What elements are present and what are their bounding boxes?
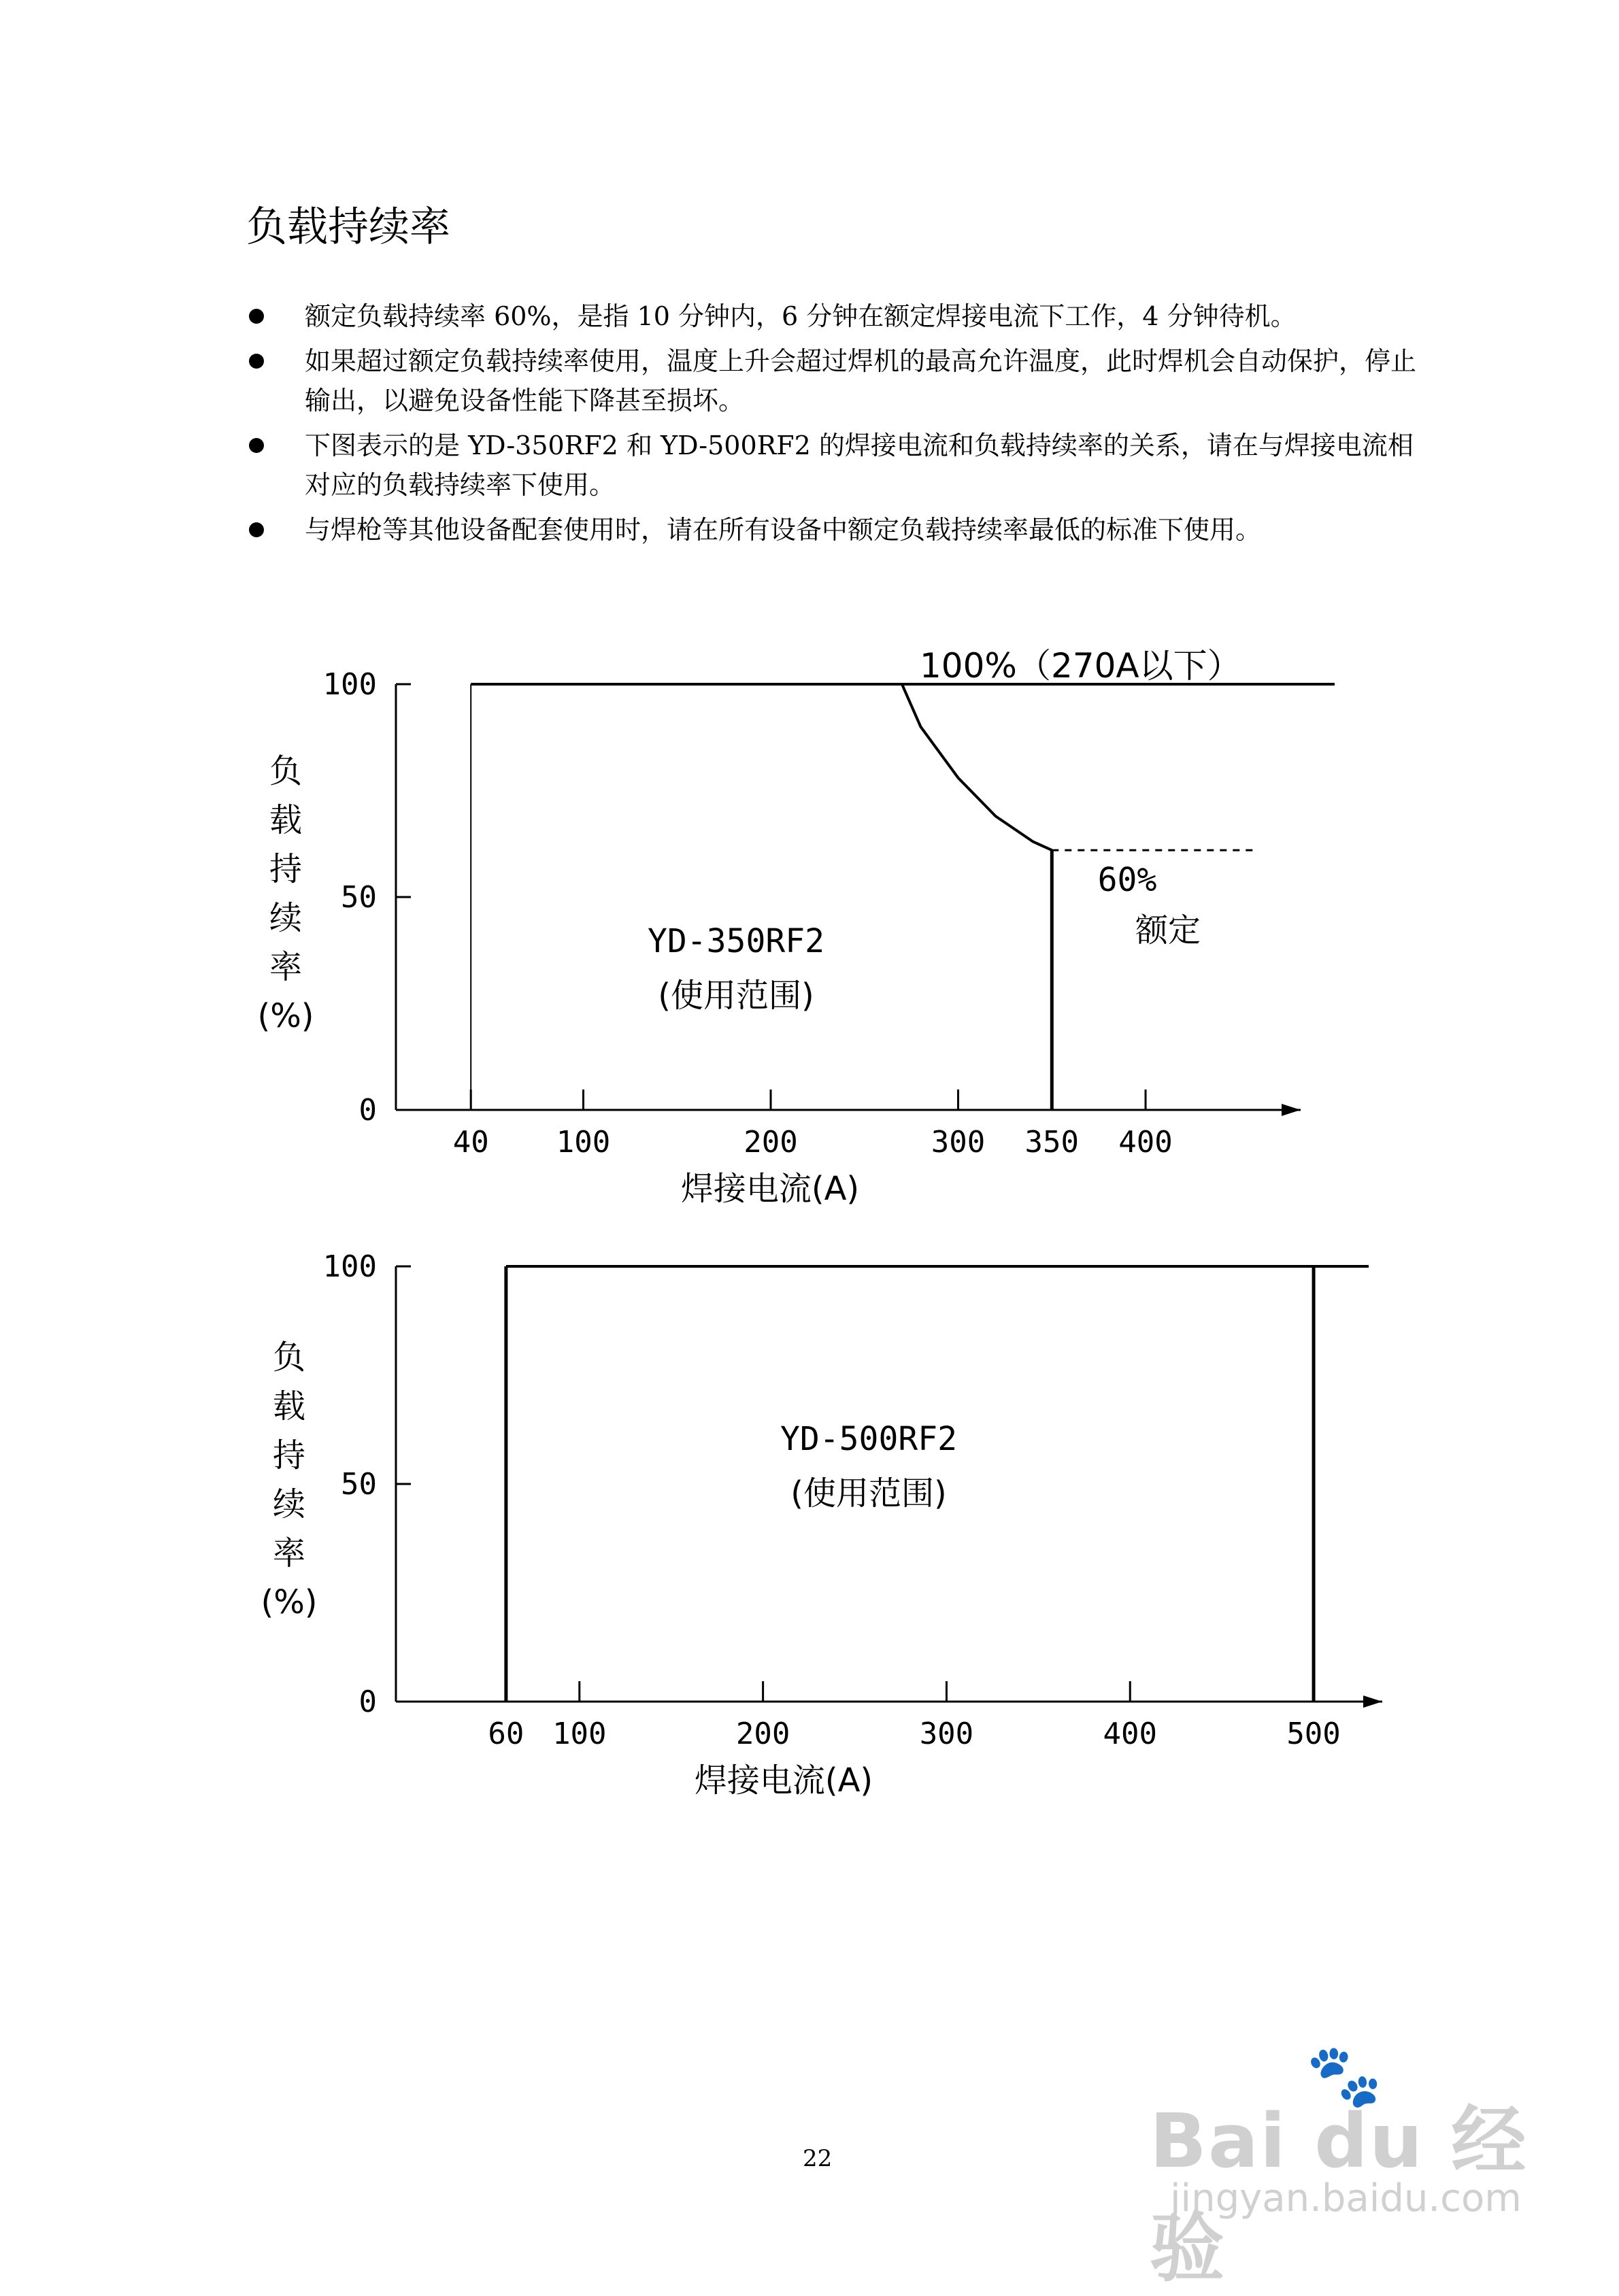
- x-tick-label: 400: [1103, 1717, 1157, 1751]
- y-tick-label: 100: [322, 667, 377, 702]
- x-tick-label: 40: [452, 1125, 489, 1160]
- x-tick-label: 60: [488, 1717, 524, 1751]
- y-axis-label-char: 持: [272, 1436, 306, 1474]
- y-tick-label: 50: [341, 1467, 377, 1502]
- top-annotation: 100%（270A以下）: [920, 646, 1241, 686]
- y-tick-label: 0: [358, 1093, 377, 1128]
- x-tick-label: 200: [744, 1125, 798, 1160]
- y-axis-label-char: 续: [272, 1485, 306, 1523]
- y-axis-label-char: 续: [269, 899, 303, 937]
- x-axis-label: 焊接电流(A): [694, 1761, 873, 1800]
- x-tick-label: 300: [919, 1717, 974, 1751]
- y-tick-label: 100: [322, 1249, 377, 1284]
- page-title: 负载持续率: [246, 203, 450, 251]
- bullet-text: 额定负载持续率 60%，是指 10 分钟内，6 分钟在额定焊接电流下工作，4 分钟待机。: [305, 301, 1297, 331]
- y-axis-label-char: 载: [269, 801, 303, 839]
- x-tick-label: 100: [552, 1717, 607, 1751]
- y-axis-label-char: 负: [272, 1338, 306, 1377]
- y-tick-label: 50: [341, 880, 377, 915]
- bullet-text: 下图表示的是 YD-350RF2 和 YD-500RF2 的焊接电流和负载持续率的关系，请在与焊接电流相对应的负载持续率下使用。: [305, 430, 1414, 500]
- x-tick-label: 350: [1024, 1125, 1080, 1160]
- rated-value-annotation: 60%: [1097, 861, 1157, 899]
- region-sublabel: (使用范围): [790, 1474, 947, 1513]
- x-tick-label: 400: [1118, 1125, 1173, 1160]
- x-tick-label: 200: [735, 1717, 790, 1751]
- rated-text-annotation: 额定: [1135, 911, 1201, 949]
- y-axis-label-char: 负: [269, 752, 303, 790]
- y-axis-label-char: 持: [269, 850, 303, 888]
- bullet-text: 与焊枪等其他设备配套使用时，请在所有设备中额定负载持续率最低的标准下使用。: [305, 515, 1262, 545]
- y-axis-label-char: 载: [272, 1387, 306, 1425]
- watermark-brand: Bai du 经验: [1150, 2097, 1528, 2292]
- y-tick-label: 0: [358, 1685, 377, 1719]
- watermark: [1150, 2040, 1531, 2292]
- region-label: YD-350RF2: [647, 922, 825, 960]
- y-axis-label-char: (%): [257, 997, 314, 1035]
- bullet-text: 如果超过额定负载持续率使用，温度上升会超过焊机的最高允许温度，此时焊机会自动保护，停止输出，以避免设备性能下降甚至损坏。: [305, 346, 1417, 416]
- region-sublabel: (使用范围): [658, 977, 814, 1015]
- x-axis-arrow-icon: [1363, 1695, 1382, 1708]
- page-number: 22: [803, 2145, 833, 2172]
- region-label: YD-500RF2: [780, 1420, 958, 1458]
- paw-icon: 🐾: [1306, 2040, 1383, 2112]
- y-axis-label-char: 率: [269, 948, 303, 986]
- x-tick-label: 100: [556, 1125, 611, 1160]
- y-axis-label-char: 率: [272, 1534, 306, 1572]
- x-axis-label: 焊接电流(A): [680, 1170, 860, 1208]
- y-axis-label-char: (%): [261, 1583, 318, 1621]
- x-tick-label: 500: [1286, 1717, 1341, 1751]
- watermark-url: jingyan.baidu.com: [1170, 2176, 1522, 2221]
- x-tick-label: 300: [931, 1125, 986, 1160]
